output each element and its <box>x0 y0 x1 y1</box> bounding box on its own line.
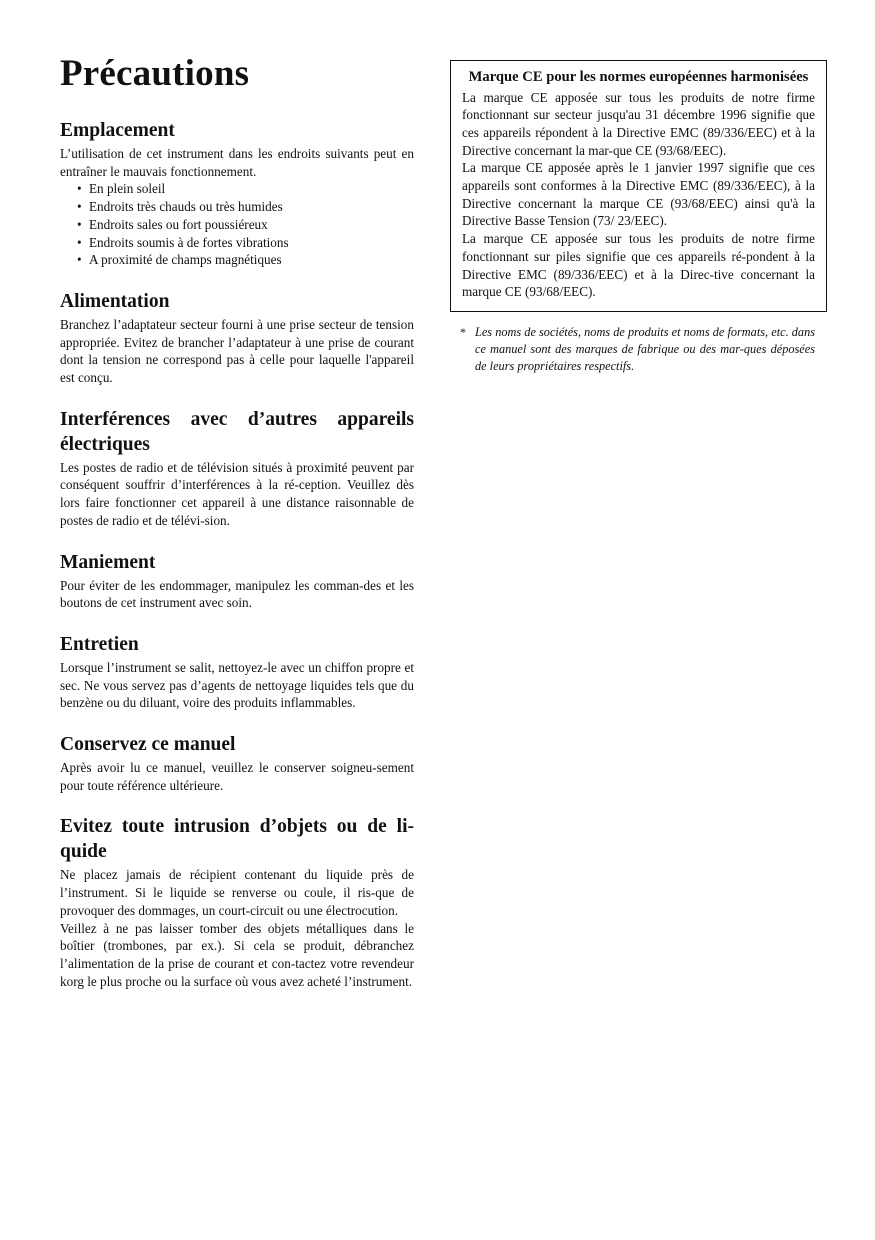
footnote-marker: * <box>460 324 466 339</box>
section-alimentation <box>60 289 414 387</box>
bullet-icon: • <box>77 199 82 215</box>
section-paragraph: Veillez à ne pas laisser tomber des objets métalliques dans le boîtier (trombones, par ex.). Si cela se produit, débranchez l’alimentation de la prise de courant et con-tactez votre revendeur korg le plus proche ou la surface où vous avez acheté l’instrument. <box>60 920 414 989</box>
section-paragraph: Pour éviter de les endommager, manipulez les comman-des et les boutons de cet instrument avec soin. <box>60 577 414 611</box>
ce-box-paragraph: La marque CE apposée après le 1 janvier 1997 signifie que ces appareils sont conformes à la Directive EMC (89/336/EEC), à la Directive concernant la marque CE (93/68/EEC) ainsi qu'à la Directive Basse Tension (73/ 23/EEC). <box>462 160 815 229</box>
section-paragraph: Les postes de radio et de télévision situés à proximité peuvent par conséquent souffrir d’interférences à la ré-ception. Veuillez dès lors faire fonctionner cet appareil à une distance raisonnable de postes de radio et de télévi-sion. <box>60 459 414 528</box>
list-item <box>77 198 414 216</box>
ce-box-paragraph: La marque CE apposée sur tous les produits de notre firme fonctionnant sur secteur jusqu'au 31 décembre 1996 signifie que ces appareils répondent à la Directive EMC (89/336/EEC) et à la Directive concernant la mar-que CE (93/68/EEC). <box>462 89 815 158</box>
section-maniement <box>60 550 414 612</box>
section-paragraph: Après avoir lu ce manuel, veuillez le conserver soigneu-sement pour toute référence ultérieure. <box>60 760 414 793</box>
list-item <box>77 216 414 234</box>
footnote-text: Les noms de sociétés, noms de produits et noms de formats, etc. dans ce manuel sont des marques de fabrique ou des mar-ques déposées de leurs propriétaires respectifs. <box>475 324 815 373</box>
bullet-icon: • <box>77 181 82 197</box>
right-column <box>450 60 827 375</box>
list-item-text: A proximité de champs magnétiques <box>89 252 282 268</box>
list-item <box>77 180 414 198</box>
list-item-text: En plein soleil <box>89 181 166 197</box>
list-item-text: Endroits très chauds ou très humides <box>89 199 283 215</box>
ce-box-title: Marque CE pour les normes européennes harmonisées <box>468 69 809 85</box>
bullet-list <box>60 180 414 269</box>
section-paragraph: Ne placez jamais de récipient contenant du liquide près de l’instrument. Si le liquide se renverse ou coule, il ris-que de provoquer des dommages, un court-circuit ou une électrocution. <box>60 867 414 918</box>
page-title: Précautions <box>60 53 250 94</box>
section-conservez-manuel <box>60 732 414 794</box>
section-heading: Maniement <box>60 551 156 573</box>
bullet-icon: • <box>77 216 82 232</box>
section-heading: Entretien <box>60 633 139 655</box>
ce-box-paragraph: La marque CE apposée sur tous les produits de notre firme fonctionnant sur piles signifie que ces appareils ré-pondent à la Directive EMC (89/336/EEC) et à la Direc-tive concernant la marque CE (93/68/EEC). <box>462 231 815 300</box>
section-interferences <box>60 407 414 530</box>
section-heading: Evitez toute intrusion d’objets ou de li-quide <box>60 816 414 863</box>
list-item-text: Endroits soumis à de fortes vibrations <box>89 234 289 250</box>
section-heading: Alimentation <box>60 290 170 312</box>
section-heading: Interférences avec d’autres appareils électriques <box>60 408 414 455</box>
section-heading: Conservez ce manuel <box>60 734 236 756</box>
section-paragraph: Lorsque l’instrument se salit, nettoyez-le avec un chiffon propre et sec. Ne vous servez pas d’agents de nettoyage liquides tels que du benzène ou du diluant, voire des produits inflammables. <box>60 659 414 711</box>
section-intrusion-objets <box>60 814 414 990</box>
ce-mark-box <box>450 60 827 312</box>
list-item <box>77 234 414 252</box>
section-paragraph: Branchez l’adaptateur secteur fourni à une prise secteur de tension appropriée. Evitez de brancher l’adaptateur à une prise de courant dont la tension ne correspond pas à celle pour laquelle l'appareil est conçu. <box>60 316 414 386</box>
section-emplacement <box>60 118 414 269</box>
left-column <box>60 52 414 1010</box>
bullet-icon: • <box>77 234 82 250</box>
list-item <box>77 251 414 269</box>
section-entretien <box>60 632 414 712</box>
section-paragraph: L’utilisation de cet instrument dans les endroits suivants peut en entraîner le mauvais fonctionnement. <box>60 146 414 179</box>
section-heading: Emplacement <box>60 120 175 141</box>
list-item-text: Endroits sales ou fort poussiéreux <box>89 216 268 232</box>
bullet-icon: • <box>77 252 82 268</box>
trademark-footnote <box>450 324 827 375</box>
